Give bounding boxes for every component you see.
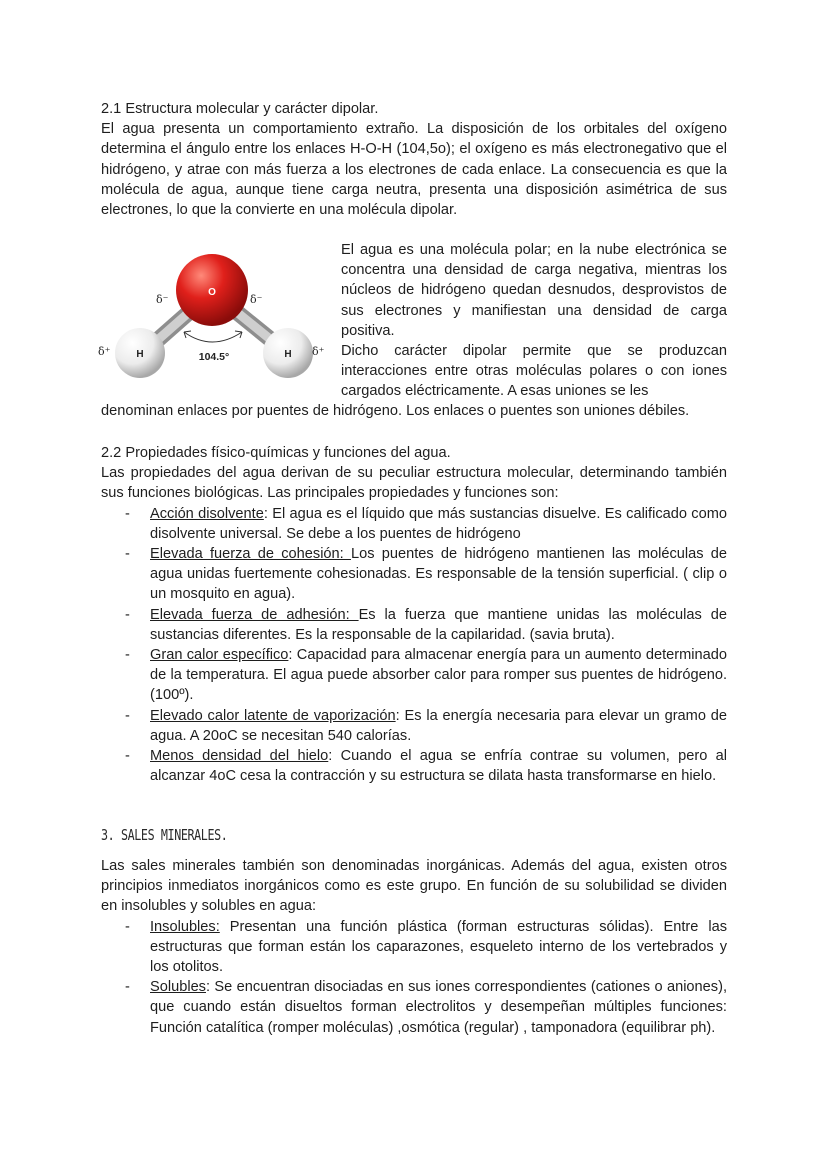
delta-plus-right: δ⁺ — [312, 345, 325, 358]
properties-list — [101, 504, 727, 787]
hydrogen-label-left: H — [136, 349, 144, 360]
property-term: Gran calor específico — [150, 647, 289, 664]
section-2-1-heading: 2.1 Estructura molecular y carácter dipolar. — [101, 101, 379, 117]
salt-text: : Se encuentran disociadas en sus iones correspondientes (cationes o aniones), que cuando están disueltos forman electrolitos y desempeñan múltiples funciones: Función catalítica (romper moléculas) ,osmótica (regular) , tamponadora (equilibrar ph). — [150, 979, 727, 1036]
salts-list — [101, 917, 727, 1038]
section-3-heading: 3. SALES MINERALES. — [101, 826, 228, 844]
hydrogen-label-right: H — [284, 349, 292, 360]
list-item — [101, 706, 727, 746]
angle-label: 104.5° — [198, 351, 230, 363]
water-molecule-figure — [96, 240, 328, 390]
section-3-intro: Las sales minerales también son denominadas inorgánicas. Además del agua, existen otros principios inmediatos inorgánicos como es este grupo. En función de su solubilidad se dividen en insolubles y solubles en agua: — [101, 858, 727, 915]
property-term: Elevada fuerza de adhesión: — [150, 606, 359, 623]
salt-term: Solubles — [150, 979, 206, 996]
dipolar-paragraph: Dicho carácter dipolar permite que se produzcan interacciones entre otras moléculas polares o con iones cargados eléctricamente. A esas uniones se les — [341, 343, 727, 400]
property-text: : Cuando el agua se enfría contrae su volumen, pero al alcanzar 4oC cesa la contracción y su estructura se dilata hasta transformarse en hielo. — [150, 748, 727, 785]
salt-text: Presentan una función plástica (forman estructuras sólidas). Entre las estructuras que forman están los caparazones, esqueleto interno de los vertebrados y los otolitos. — [150, 918, 727, 976]
hydrogen-bonds-text: denominan enlaces por puentes de hidrógeno. Los enlaces o puentes son uniones débiles. — [101, 403, 690, 419]
angle-arc — [184, 332, 242, 342]
list-item — [101, 605, 727, 645]
property-term: Elevado calor latente de vaporización — [150, 707, 396, 724]
section-2-2-heading: 2.2 Propiedades físico-químicas y funciones del agua. — [101, 445, 451, 461]
section-2-2 — [101, 443, 727, 786]
property-term: Acción disolvente — [150, 505, 264, 522]
list-item — [101, 917, 727, 978]
list-item — [101, 746, 727, 786]
section-2-2-intro: Las propiedades del agua derivan de su peculiar estructura molecular, determinando también sus funciones biológicas. Las principales propiedades y funciones son: — [101, 465, 727, 502]
list-item — [101, 544, 727, 605]
polar-molecule-paragraph: El agua es una molécula polar; en la nube electrónica se concentra una densidad de carga negativa, mientras los núcleos de hidrógeno quedan desnudos, desprovistos de sus electrones y manifiestan una densidad de carga positiva. — [341, 242, 727, 339]
delta-minus-left: δ⁻ — [156, 293, 169, 306]
water-molecule-diagram — [96, 240, 328, 390]
list-item — [101, 645, 727, 706]
property-text: : El agua es el líquido que más sustancias disuelve. Es calificado como disolvente universal. Se debe a los puentes de hidrógeno — [150, 505, 727, 542]
property-text: : Capacidad para almacenar energía para un aumento determinado de la temperatura. El agua puede absorber calor para romper sus puentes de hidrógeno. (100º). — [150, 647, 727, 704]
list-item — [101, 977, 727, 1038]
list-item — [101, 504, 727, 544]
section-2-1-paragraph: El agua presenta un comportamiento extraño. La disposición de los orbitales del oxígeno determina el ángulo entre los enlaces H-O-H (104,5o); el oxígeno es más electronegativo que el hidrógeno, y atrae con más fuerza a los electrones de cada enlace. La consecuencia es que la molécula de agua, aunque tiene carga neutra, presenta una disposición asimétrica de sus electrones, lo que la convierte en una molécula dipolar. — [101, 121, 727, 219]
figure-side-text — [341, 240, 727, 402]
salt-term: Insolubles: — [150, 918, 220, 935]
section-2-1 — [101, 99, 727, 220]
property-term: Menos densidad del hielo — [150, 748, 329, 765]
section-3 — [101, 856, 727, 1038]
delta-plus-left: δ⁺ — [98, 345, 111, 358]
property-text: Los puentes de hidrógeno mantienen las moléculas de agua unidas fuertemente cohesionadas. Es responsable de la tensión superficial. ( clip o un mosquito en agua). — [150, 546, 727, 603]
property-text: Es la fuerza que mantiene unidas las moléculas de sustancias diferentes. Es la responsable de la capilaridad. (savia bruta). — [150, 606, 727, 643]
hydrogen-bonds-line — [101, 401, 727, 421]
oxygen-label: O — [208, 287, 216, 298]
delta-minus-right: δ⁻ — [250, 293, 263, 306]
property-term: Elevada fuerza de cohesión: — [150, 546, 351, 563]
property-text: : Es la energía necesaria para elevar un gramo de agua. A 20oC se necesitan 540 calorías. — [150, 707, 727, 744]
